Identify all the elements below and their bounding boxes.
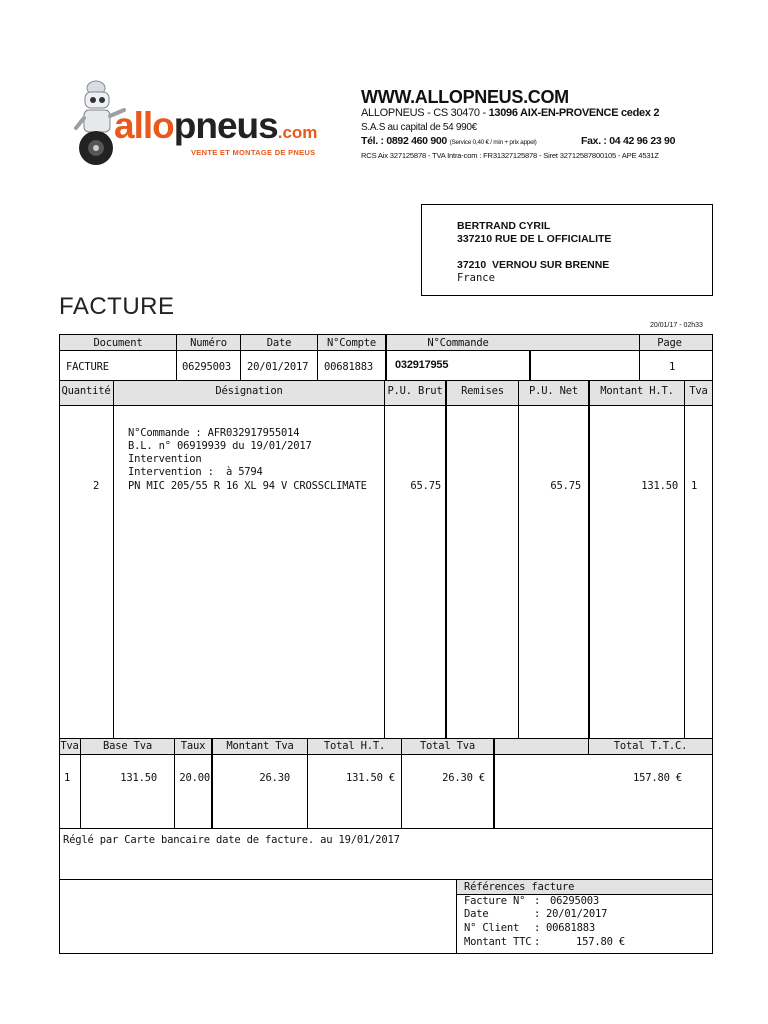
- ref-label: Facture N°: [464, 895, 526, 907]
- total-tva-code: 1: [64, 772, 71, 784]
- col-page: Page: [657, 337, 682, 349]
- company-address-city: 13096 AIX-EN-PROVENCE cedex 2: [488, 107, 660, 119]
- company-tel: Tél. : 0892 460 900: [361, 135, 447, 147]
- designation-line: PN MIC 205/55 R 16 XL 94 V CROSSCLIMATE: [128, 480, 367, 492]
- val-page: 1: [668, 361, 676, 373]
- item-montant-ht: 131.50: [641, 480, 678, 492]
- ref-value: 20/01/2017: [546, 908, 608, 920]
- ref-label: Date: [464, 908, 489, 920]
- ref-value: 157.80 €: [576, 936, 625, 948]
- val-ncommande: 032917955: [395, 359, 449, 371]
- ref-label: Montant TTC: [464, 936, 532, 948]
- client-name: BERTRAND CYRIL: [457, 220, 551, 232]
- val-document: FACTURE: [66, 361, 109, 373]
- client-country: France: [457, 272, 495, 284]
- designation-line: Intervention : à 5794: [128, 466, 263, 478]
- document-title: FACTURE: [59, 293, 175, 320]
- logo-tld: .com: [277, 123, 318, 142]
- col-pu-net: P.U. Net: [529, 385, 578, 397]
- client-city: 37210 VERNOU SUR BRENNE: [457, 259, 610, 271]
- col-remises: Remises: [461, 385, 504, 397]
- client-street: 337210 RUE DE L OFFICIALITE: [457, 233, 612, 245]
- total-tva: 26.30 €: [442, 772, 485, 784]
- item-tva: 1: [690, 480, 698, 492]
- col-date: Date: [266, 337, 292, 349]
- col-montant-tva: Montant Tva: [226, 740, 294, 752]
- col-designation: Désignation: [215, 385, 283, 397]
- col-document: Document: [93, 337, 143, 349]
- designation-line: B.L. n° 06919939 du 19/01/2017: [128, 440, 312, 452]
- col-pu-brut: P.U. Brut: [387, 385, 443, 397]
- val-ncompte: 00681883: [324, 361, 373, 373]
- total-ttc: 157.80 €: [633, 772, 682, 784]
- client-address-box: [421, 204, 713, 296]
- col-ncompte: N°Compte: [327, 337, 376, 349]
- logo-name-black: pneus: [173, 105, 278, 146]
- col-total-tva: Total Tva: [419, 740, 476, 752]
- col-tva: Tva: [689, 385, 708, 397]
- ref-sep: :: [534, 922, 541, 934]
- item-pu-brut: 65.75: [410, 480, 441, 492]
- total-ht: 131.50 €: [346, 772, 395, 784]
- ref-value: 06295003: [550, 895, 599, 907]
- ref-value: 00681883: [546, 922, 595, 934]
- col-quantite: Quantité: [61, 385, 111, 397]
- col-montant-ht: Montant H.T.: [600, 385, 674, 397]
- col-total-ht: Total H.T.: [323, 740, 386, 752]
- val-numero: 06295003: [182, 361, 231, 373]
- company-fax: Fax. : 04 42 96 23 90: [581, 135, 676, 147]
- total-montant-tva: 26.30: [259, 772, 290, 784]
- item-pu-net: 65.75: [550, 480, 581, 492]
- company-website: WWW.ALLOPNEUS.COM: [361, 87, 569, 107]
- col-taux: Taux: [180, 740, 206, 752]
- company-capital: S.A.S au capital de 54 990€: [361, 122, 477, 133]
- col-ncommande: N°Commande: [427, 337, 489, 349]
- references-title: Références facture: [464, 881, 575, 893]
- designation-line: N°Commande : AFR032917955014: [128, 427, 300, 439]
- item-quantite: 2: [92, 480, 100, 492]
- company-address: [361, 107, 659, 119]
- col-base-tva: Base Tva: [103, 740, 152, 752]
- company-tel-note: (Service 0,40 € / min + prix appel): [449, 139, 537, 146]
- col-numero: Numéro: [190, 337, 227, 349]
- company-logo: [66, 80, 346, 170]
- print-timestamp: 20/01/17 - 02h33: [650, 322, 703, 329]
- company-address-prefix: ALLOPNEUS - CS 30470 -: [361, 107, 489, 119]
- logo-tagline: VENTE ET MONTAGE DE PNEUS: [191, 148, 316, 157]
- ref-sep: :: [534, 908, 541, 920]
- logo-name-orange: allo: [114, 105, 174, 146]
- total-taux: 20.00: [179, 772, 210, 784]
- col-totals-tva: Tva: [60, 740, 79, 752]
- designation-line: Intervention: [128, 453, 202, 465]
- ref-label: N° Client: [464, 922, 520, 934]
- col-total-ttc: Total T.T.C.: [613, 740, 688, 752]
- total-base-tva: 131.50: [120, 772, 157, 784]
- ref-sep: :: [534, 895, 541, 907]
- ref-sep: :: [534, 936, 541, 948]
- company-phone: [361, 135, 536, 147]
- payment-note: Réglé par Carte bancaire date de facture. au 19/01/2017: [63, 834, 400, 846]
- val-date: 20/01/2017: [247, 361, 309, 373]
- company-legal: RCS Aix 327125878 - TVA Intra-com : FR31327125878 - Siret 32712587800105 - APE 4531Z: [361, 151, 659, 160]
